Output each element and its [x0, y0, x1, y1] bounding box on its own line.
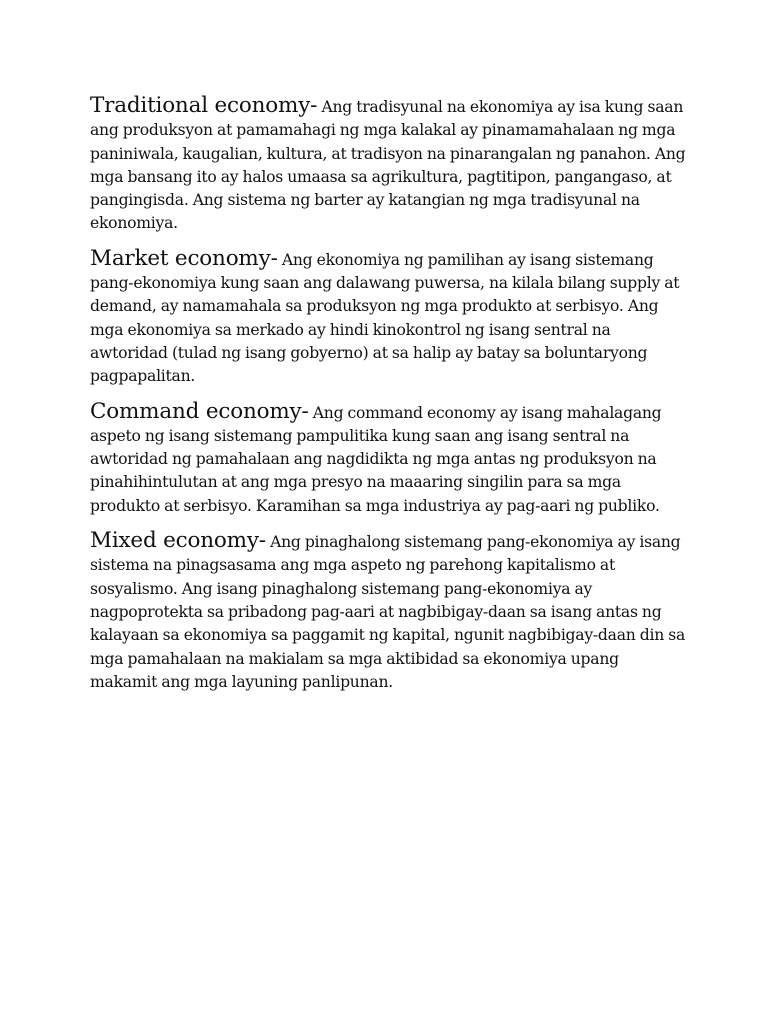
market-economy-definition: Ang ekonomiya ng pamilihan ay isang sistemang pang-ekonomiya kung saan ang dalawang puwersa, na kilala bilang supply at demand, ay namamahala sa produksyon ng mga produkto at serbisyo. Ang mga ekonomiya sa merkado ay hindi kinokontrol ng isang sentral na awtoridad (tulad ng isang gobyerno) at sa halip ay batay sa boluntaryong pagpapalitan. — [90, 250, 680, 386]
term-separator: - — [301, 398, 309, 424]
command-economy-definition: Ang command economy ay isang mahalagang aspeto ng isang sistemang pampulitika kung saan ang isang sentral na awtoridad ng pamahalaan ang nagdidikta ng mga antas ng produksyon na pinahihintulutan at ang mga presyo na maaaring singilin para sa mga produkto at serbisyo. Karamihan sa mga industriya ay pag-aari ng publiko. — [90, 403, 662, 515]
market-economy-paragraph — [90, 247, 690, 389]
term-text: Mixed economy — [90, 528, 259, 554]
market-economy-term — [90, 246, 278, 271]
term-text: Market economy — [90, 245, 271, 271]
term-separator: - — [270, 245, 278, 271]
mixed-economy-definition: Ang pinaghalong sistemang pang-ekonomiya ay isang sistema na pinagsasama ang mga aspeto ng parehong kapitalismo at sosyalismo. Ang isang pinaghalong sistemang pang-ekonomiya ay nagpoprotekta sa pribadong pag-aari at nagbibigay-daan sa isang antas ng kalayaan sa ekonomiya sa paggamit ng kapital, ngunit nagbibigay-daan din sa mga pamahalaan na makialam sa mga aktibidad sa ekonomiya upang makamit ang mga layuning panlipunan. — [90, 533, 686, 691]
traditional-economy-paragraph — [90, 94, 690, 236]
command-economy-paragraph — [90, 400, 690, 518]
term-separator: - — [258, 528, 266, 554]
mixed-economy-paragraph — [90, 529, 690, 694]
traditional-economy-term — [90, 93, 317, 118]
traditional-economy-definition: Ang tradisyunal na ekonomiya ay isa kung saan ang produksyon at pamamahagi ng mga kalakal ay pinamamahalaan ng mga paniniwala, kaugalian, kultura, at tradisyon na pinarangalan ng panahon. Ang mga bansang ito ay halos umaasa sa agrikultura, pagtitipon, pangangaso, at pangingisda. Ang sistema ng barter ay katangian ng mga tradisyunal na ekonomiya. — [90, 98, 686, 233]
mixed-economy-term — [90, 528, 266, 553]
term-text: Command economy — [90, 398, 302, 424]
document-page — [90, 94, 690, 705]
term-separator: - — [310, 93, 318, 118]
command-economy-term — [90, 399, 309, 424]
term-text: Traditional economy — [90, 93, 311, 118]
